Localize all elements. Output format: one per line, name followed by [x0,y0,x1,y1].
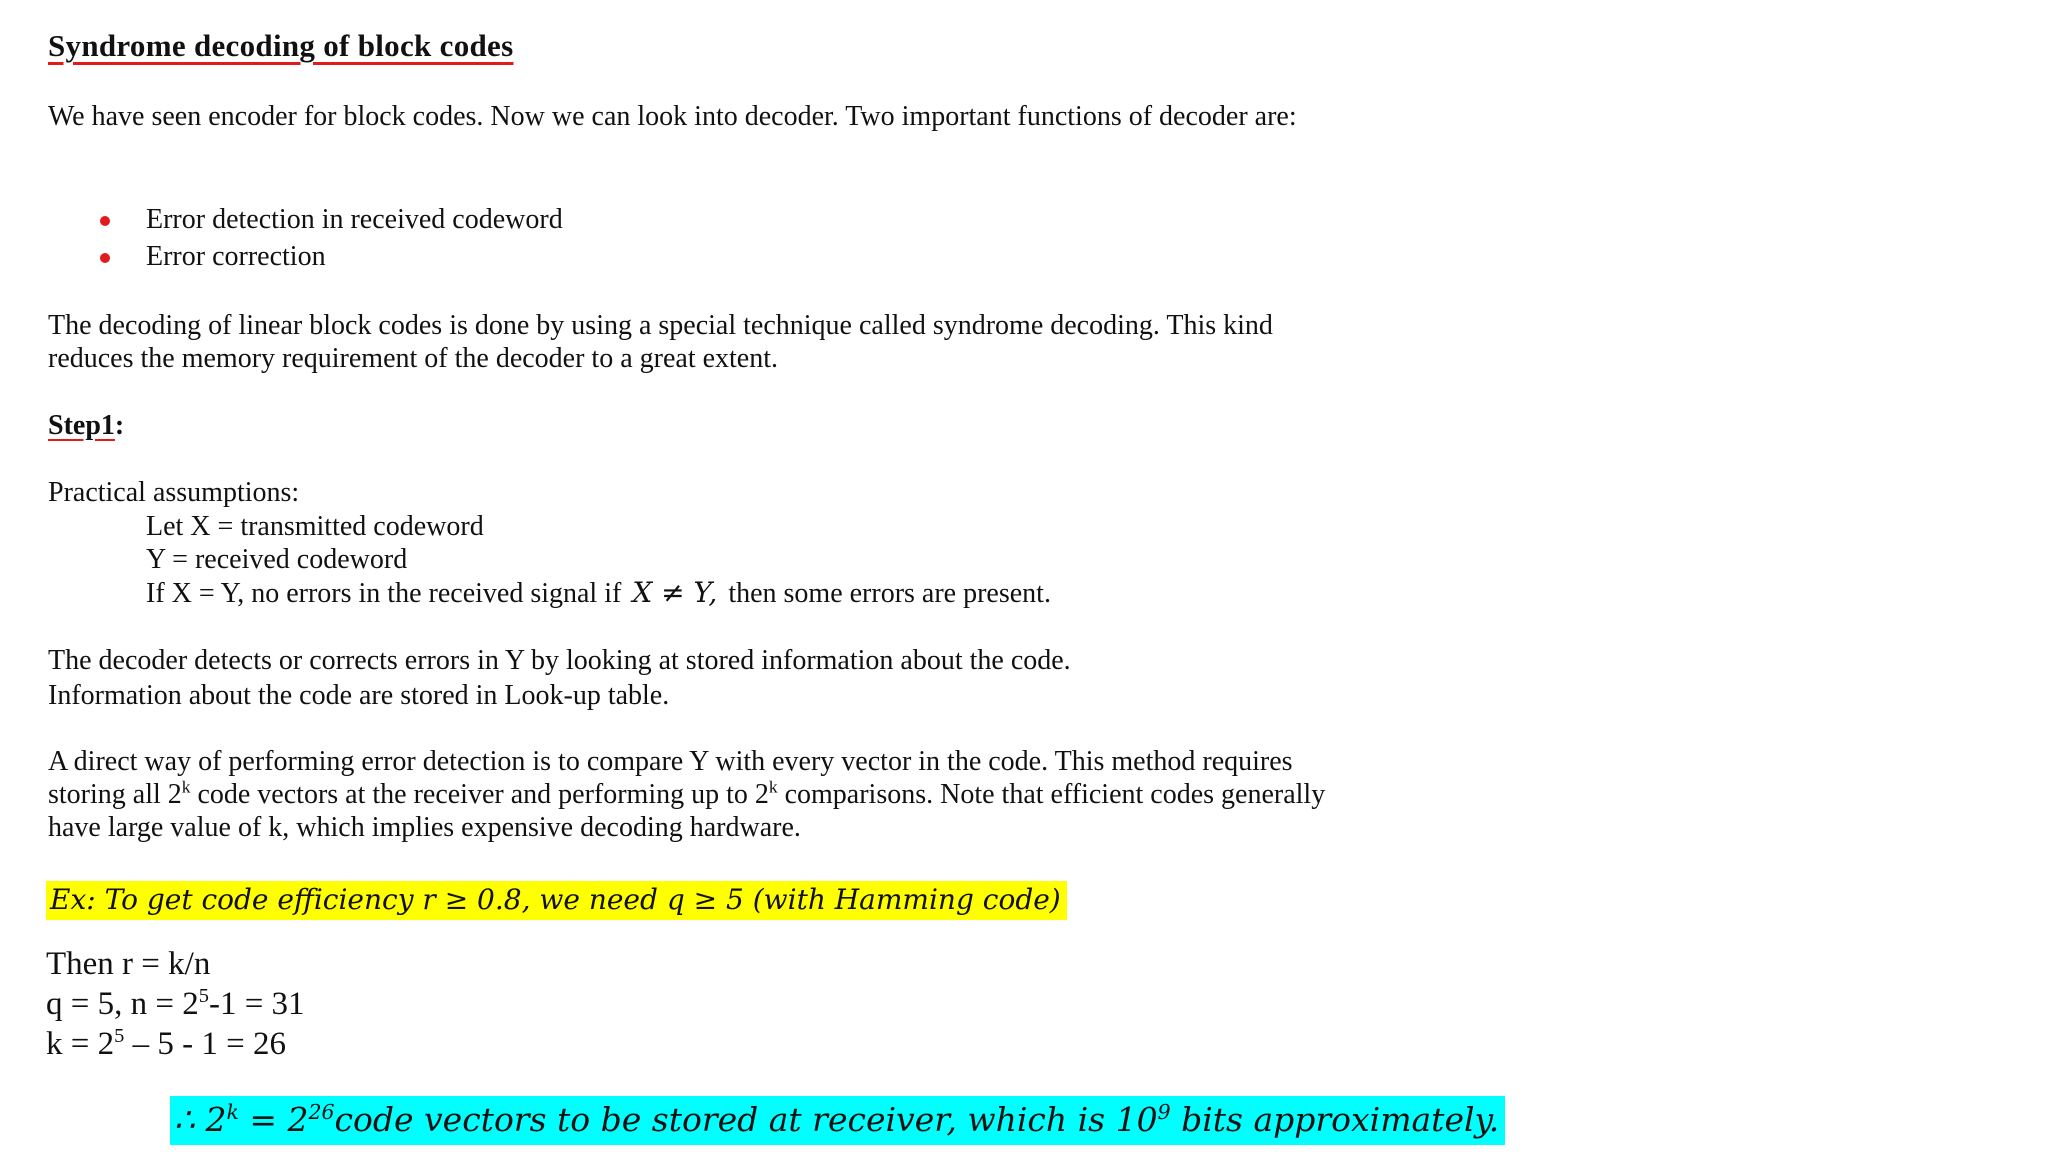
superscript: 5 [114,1025,125,1047]
calc-line2-b: -1 = 31 [208,986,305,1022]
syndrome-paragraph-line2: reduces the memory requirement of the decoder to a great extent. [48,343,779,374]
superscript: 9 [1157,1100,1171,1124]
superscript: k [768,777,778,797]
conclusion-eq: = 2 [238,1100,309,1139]
conclusion-prefix: ∴ 2 [174,1100,227,1139]
bullet-dot-icon [100,253,110,263]
decoder-paragraph-line1: The decoder detects or corrects errors in Y by looking at stored information about the code. [48,645,1071,676]
calc-line2-a: q = 5, n = 2 [46,986,199,1022]
calc-line3-b: – 5 - 1 = 26 [124,1026,286,1062]
superscript: 5 [198,985,209,1007]
assumption-line2: Y = received codeword [146,544,408,575]
calc-line3 [46,1024,286,1064]
direct-line2-a: storing all 2 [48,779,182,810]
syndrome-paragraph-line1: The decoding of linear block codes is done by using a special technique called syndrome decoding. This kind [48,310,1273,341]
assumption-line3-end: then some errors are present. [728,578,1051,609]
superscript: k [226,1100,239,1124]
superscript: 26 [308,1100,335,1124]
intro-paragraph: We have seen encoder for block codes. Now we can look into decoder. Two important functions of decoder are: [48,101,1297,132]
conclusion-line [170,1100,1505,1141]
assumption-line1: Let X = transmitted codeword [146,511,484,542]
decoder-paragraph-line2: Information about the code are stored in Look-up table. [48,680,670,711]
conclusion-end: bits approximately. [1170,1100,1500,1139]
list-item: Error correction [146,241,326,272]
inequality-math: X ≠ Y, [632,576,718,609]
list-item: Error detection in received codeword [146,204,563,235]
step-label: Step1 [48,410,115,441]
superscript: k [181,777,191,797]
step-colon: : [114,410,125,441]
calc-line3-a: k = 2 [46,1026,115,1062]
conclusion-highlight [170,1096,1505,1145]
example-line [46,883,1067,918]
conclusion-mid: code vectors to be stored at receiver, which is 10 [334,1100,1158,1139]
assumptions-heading: Practical assumptions: [48,477,300,508]
example-highlight: Ex: To get code efficiency r ≥ 0.8, we need q ≥ 5 (with Hamming code) [46,881,1067,920]
calc-line2 [46,984,305,1024]
direct-paragraph-line1: A direct way of performing error detection is to compare Y with every vector in the code. This method requires [48,746,1293,777]
direct-line2-b: code vectors at the receiver and performing up to 2 [190,779,769,810]
direct-paragraph-line2 [48,778,1325,812]
page-title: Syndrome decoding of block codes [48,28,514,63]
step-heading [48,409,124,443]
direct-paragraph-line3: have large value of k, which implies expensive decoding hardware. [48,812,801,843]
assumption-line3-text: If X = Y, no errors in the received signal if [146,578,622,609]
direct-line2-c: comparisons. Note that efficient codes generally [777,779,1326,810]
calc-line1: Then r = k/n [46,946,211,982]
bullet-dot-icon [100,216,110,226]
assumption-line3 [146,576,1051,611]
